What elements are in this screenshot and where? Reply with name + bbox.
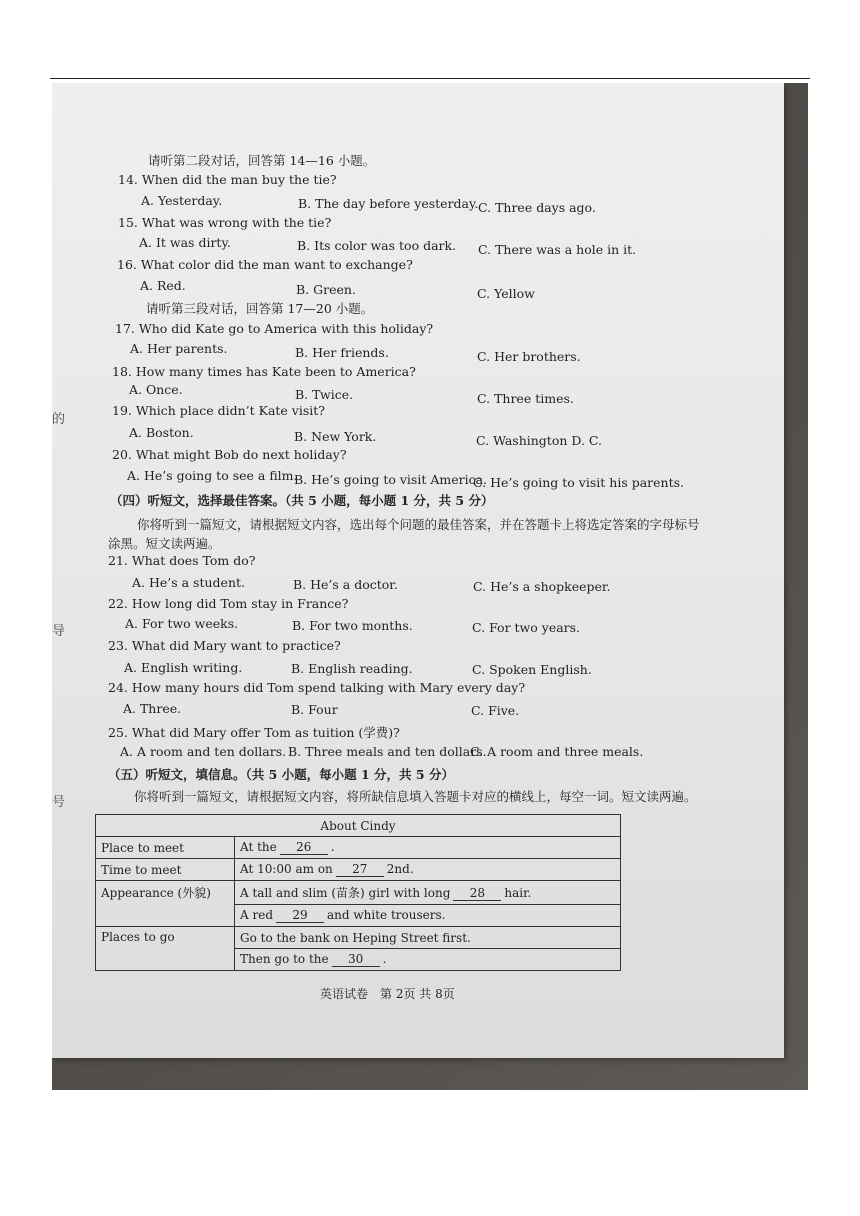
table-row	[96, 859, 621, 881]
answer-blank-27[interactable]: 27	[336, 862, 384, 877]
row-text: A red	[240, 908, 273, 922]
option-25a: A. A room and ten dollars.	[120, 744, 287, 759]
option-21a: A. He’s a student.	[132, 575, 245, 590]
answer-blank-30[interactable]: 30	[332, 952, 380, 967]
question-21: 21. What does Tom do?	[108, 553, 256, 568]
row-label: Appearance (外貌)	[96, 881, 235, 927]
row-value: Go to the bank on Heping Street first.	[235, 927, 621, 949]
cindy-info-table	[95, 814, 621, 971]
table-row	[96, 881, 621, 905]
section4-instructions: 你将听到一篇短文，请根据短文内容，选出每个问题的最佳答案，并在答题卡上将选定答案的字母标号	[137, 517, 700, 532]
option-18b: B. Twice.	[295, 387, 354, 402]
question-15: 15. What was wrong with the tie?	[118, 215, 332, 230]
question-22: 22. How long did Tom stay in France?	[108, 596, 349, 611]
option-24b: B. Four	[291, 702, 338, 717]
table-title: About Cindy	[96, 815, 621, 837]
option-22a: A. For two weeks.	[125, 616, 239, 631]
option-17a: A. Her parents.	[130, 341, 228, 356]
option-18a: A. Once.	[129, 382, 183, 397]
option-23a: A. English writing.	[124, 660, 243, 675]
option-19c: C. Washington D. C.	[476, 433, 602, 448]
option-20a: A. He’s going to see a film.	[127, 468, 298, 483]
row-text: .	[330, 840, 335, 854]
option-25c: C. A room and three meals.	[470, 744, 644, 759]
option-15b: B. Its color was too dark.	[297, 238, 457, 253]
exam-page	[52, 83, 784, 1058]
question-18: 18. How many times has Kate been to America?	[112, 364, 416, 379]
option-14b: B. The day before yesterday.	[298, 196, 479, 211]
table-row	[96, 815, 621, 837]
question-14: 14. When did the man buy the tie?	[118, 172, 337, 187]
option-25b: B. Three meals and ten dollars.	[288, 744, 487, 759]
section4-title: （四）听短文，选择最佳答案。（共 5 小题，每小题 1 分，共 5 分）	[110, 493, 494, 508]
option-14c: C. Three days ago.	[478, 200, 596, 215]
row-text: and white trousers.	[327, 908, 446, 922]
row-label: Place to meet	[96, 837, 235, 859]
edge-char: 导	[52, 624, 66, 639]
question-19: 19. Which place didn’t Kate visit?	[112, 403, 326, 418]
option-14a: A. Yesterday.	[141, 193, 223, 208]
answer-blank-28[interactable]: 28	[453, 886, 501, 901]
option-23c: C. Spoken English.	[472, 662, 592, 677]
edge-char: 号	[52, 795, 66, 810]
option-21c: C. He’s a shopkeeper.	[473, 579, 611, 594]
option-18c: C. Three times.	[477, 391, 574, 406]
question-24: 24. How many hours did Tom spend talking with Mary every day?	[108, 680, 526, 695]
row-text: hair.	[504, 886, 532, 900]
option-15a: A. It was dirty.	[139, 235, 231, 250]
option-21b: B. He’s a doctor.	[293, 577, 398, 592]
dialog3-intro: 请听第三段对话，回答第 17—20 小题。	[146, 301, 374, 316]
row-value	[235, 881, 621, 905]
option-16b: B. Green.	[296, 282, 356, 297]
page-footer: 英语试卷 第 2页 共 8页	[320, 987, 455, 1001]
option-20b: B. He’s going to visit America.	[294, 472, 488, 487]
option-22b: B. For two months.	[292, 618, 413, 633]
section4-instructions-cont: 涂黑。短文读两遍。	[108, 536, 221, 551]
row-text: 2nd.	[386, 862, 414, 876]
row-value	[235, 905, 621, 927]
option-24a: A. Three.	[123, 701, 182, 716]
top-rule	[50, 78, 810, 79]
option-22c: C. For two years.	[472, 620, 581, 635]
answer-blank-29[interactable]: 29	[276, 908, 324, 923]
option-17b: B. Her friends.	[295, 345, 389, 360]
option-20c: C. He’s going to visit his parents.	[473, 475, 684, 490]
question-17: 17. Who did Kate go to America with this holiday?	[115, 321, 434, 336]
dialog2-intro: 请听第二段对话，回答第 14—16 小题。	[148, 153, 376, 168]
row-text: .	[382, 952, 387, 966]
row-value	[235, 859, 621, 881]
question-16: 16. What color did the man want to exchange?	[117, 257, 413, 272]
row-label: Places to go	[96, 927, 235, 971]
row-label: Time to meet	[96, 859, 235, 881]
option-23b: B. English reading.	[291, 661, 413, 676]
option-17c: C. Her brothers.	[477, 349, 581, 364]
option-16a: A. Red.	[140, 278, 186, 293]
option-19b: B. New York.	[294, 429, 377, 444]
question-23: 23. What did Mary want to practice?	[108, 638, 341, 653]
table-row	[96, 927, 621, 949]
question-25: 25. What did Mary offer Tom as tuition (学费)?	[108, 725, 400, 740]
section5-instructions: 你将听到一篇短文，请根据短文内容，将所缺信息填入答题卡对应的横线上，每空一词。短文读两遍。	[134, 789, 697, 804]
answer-blank-26[interactable]: 26	[280, 840, 328, 855]
option-16c: C. Yellow	[477, 286, 535, 301]
option-15c: C. There was a hole in it.	[478, 242, 637, 257]
photo-background	[52, 83, 808, 1090]
row-text: At the	[240, 840, 277, 854]
row-text: A tall and slim (苗条) girl with long	[240, 886, 451, 900]
edge-char: 的	[52, 412, 66, 427]
question-20: 20. What might Bob do next holiday?	[112, 447, 347, 462]
row-text: At 10:00 am on	[240, 862, 333, 876]
row-value	[235, 949, 621, 971]
section5-title: （五）听短文，填信息。（共 5 小题，每小题 1 分，共 5 分）	[108, 767, 454, 782]
row-text: Then go to the	[240, 952, 329, 966]
table-row	[96, 837, 621, 859]
row-value	[235, 837, 621, 859]
option-24c: C. Five.	[471, 703, 520, 718]
option-19a: A. Boston.	[129, 425, 194, 440]
